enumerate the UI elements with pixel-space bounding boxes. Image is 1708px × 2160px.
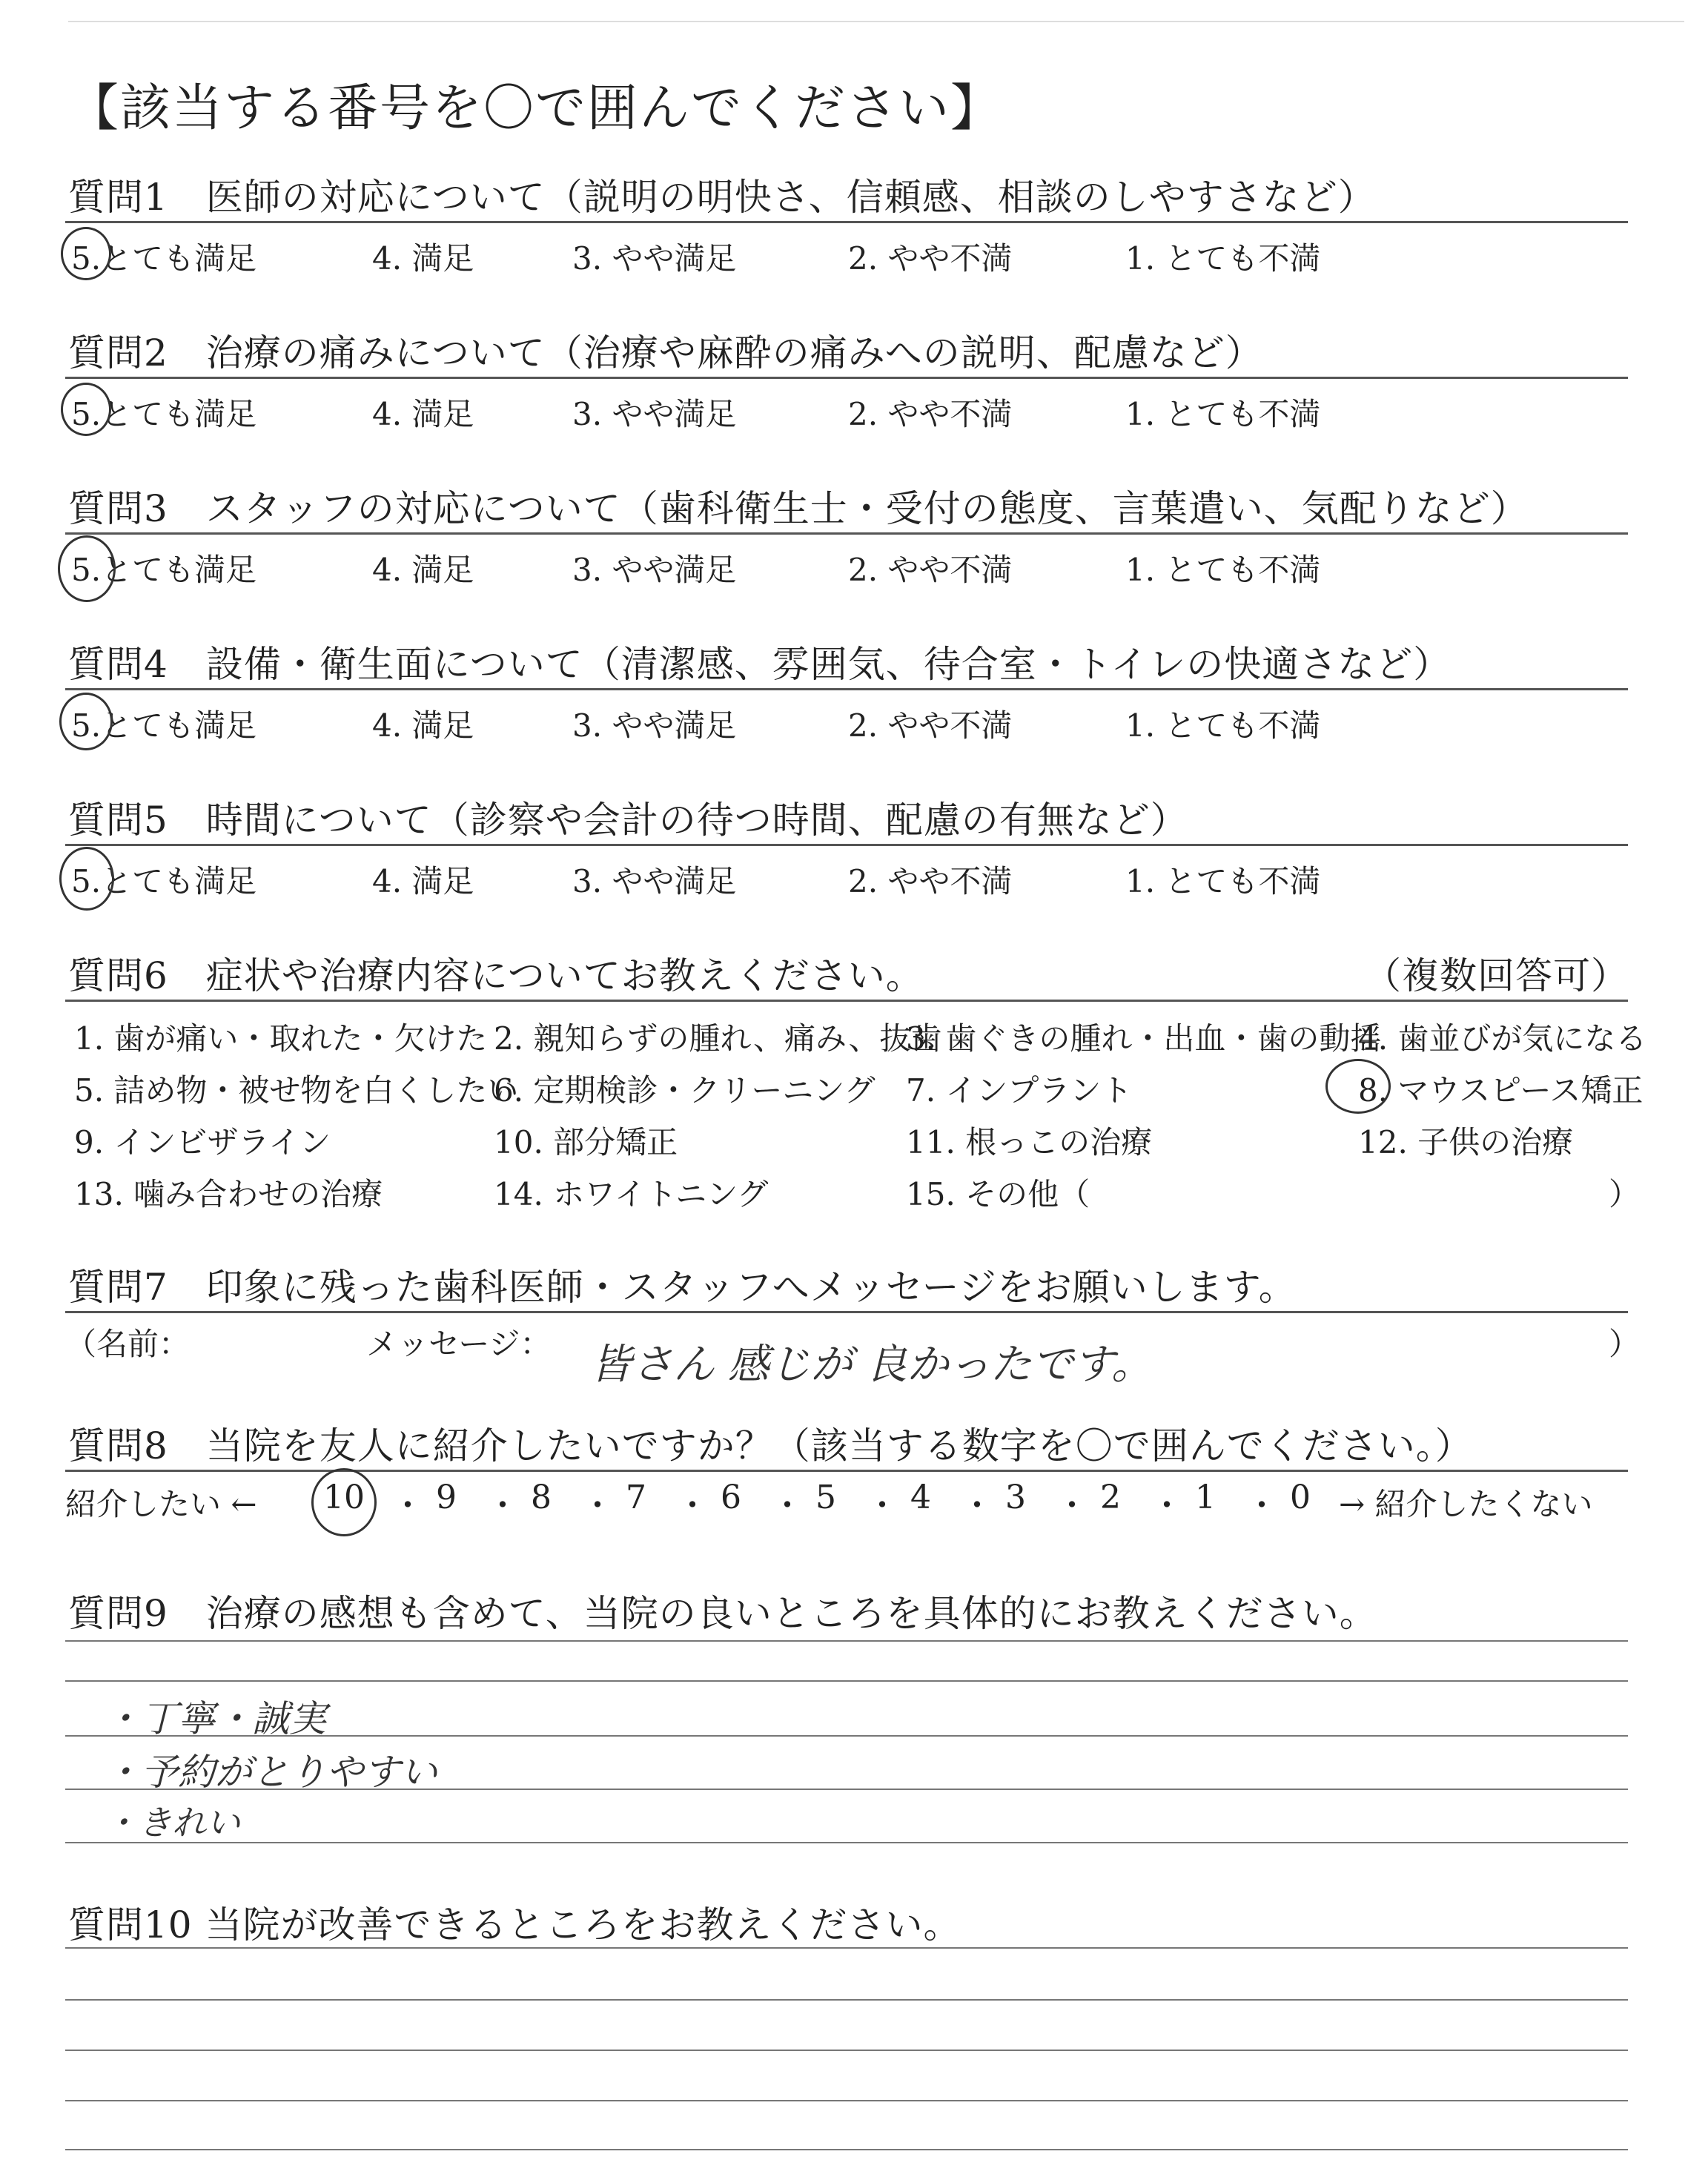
scale-separator: ・	[771, 1487, 804, 1525]
divider	[65, 688, 1628, 690]
q1-option-3[interactable]: 3. やや満足	[572, 240, 737, 277]
good-point-3[interactable]: ・きれい	[104, 1803, 240, 1843]
symptom-option-7[interactable]: 7. インプラント	[906, 1072, 1133, 1109]
scale-6[interactable]: 6	[721, 1479, 741, 1516]
question-2-title: 質問2 治療の痛みについて（治療や麻酔の痛みへの説明、配慮など）	[68, 331, 1263, 374]
answer-line	[65, 1947, 1628, 1949]
scale-separator: ・	[676, 1487, 709, 1525]
scale-separator: ・	[391, 1487, 424, 1525]
q5-option-4[interactable]: 4. 満足	[372, 863, 474, 899]
q3-option-5[interactable]: 5.とても満足	[71, 552, 257, 588]
q6-selected-circle	[1325, 1059, 1391, 1114]
form-heading: 【該当する番号を〇で囲んでください】	[68, 79, 1003, 138]
q5-option-3[interactable]: 3. やや満足	[572, 863, 737, 899]
q1-option-1[interactable]: 1. とても不満	[1125, 240, 1321, 277]
scale-10[interactable]: 10	[323, 1479, 365, 1516]
symptom-option-3[interactable]: 3. 歯ぐきの腫れ・出血・歯の動揺	[906, 1020, 1382, 1057]
answer-line	[65, 2149, 1628, 2150]
q1-option-4[interactable]: 4. 満足	[372, 240, 474, 277]
q2-option-4[interactable]: 4. 満足	[372, 396, 474, 432]
q4-option-2[interactable]: 2. やや不満	[848, 707, 1013, 744]
divider	[65, 844, 1628, 846]
q2-selected-circle	[61, 383, 111, 436]
q3-option-4[interactable]: 4. 満足	[372, 552, 474, 588]
symptom-option-5[interactable]: 5. 詰め物・被せ物を白くしたい	[74, 1072, 519, 1109]
q4-option-3[interactable]: 3. やや満足	[572, 707, 737, 744]
name-label: （名前：	[65, 1326, 191, 1362]
q2-option-1[interactable]: 1. とても不満	[1125, 396, 1321, 432]
divider	[65, 1311, 1628, 1313]
divider	[65, 377, 1628, 379]
symptom-option-14[interactable]: 14. ホワイトニング	[494, 1176, 769, 1212]
divider	[65, 221, 1628, 223]
question-1-title: 質問1 医師の対応について（説明の明快さ、信頼感、相談のしやすさなど）	[68, 176, 1376, 219]
q1-selected-circle	[61, 227, 111, 280]
answer-line	[65, 1842, 1628, 1843]
symptom-option-6[interactable]: 6. 定期検診・クリーニング	[494, 1072, 875, 1109]
good-point-1[interactable]: ・丁寧・誠実	[104, 1697, 326, 1740]
symptom-option-15[interactable]: 15. その他（	[906, 1176, 1090, 1212]
question-3-title: 質問3 スタッフの対応について（歯科衛生士・受付の態度、言葉遣い、気配りなど）	[68, 487, 1529, 530]
scale-3[interactable]: 3	[1005, 1479, 1026, 1516]
question-9-title: 質問9 治療の感想も含めて、当院の良いところを具体的にお教えください。	[68, 1592, 1377, 1635]
scale-8[interactable]: 8	[531, 1479, 552, 1516]
symptom-option-2[interactable]: 2. 親知らずの腫れ、痛み、抜歯	[494, 1020, 942, 1057]
message-handwritten[interactable]: 皆さん 感じが 良かったです。	[590, 1341, 1153, 1389]
scale-4[interactable]: 4	[910, 1479, 931, 1516]
q4-selected-circle	[59, 693, 113, 750]
answer-line	[65, 2100, 1628, 2101]
divider	[65, 532, 1628, 535]
answer-line	[65, 2050, 1628, 2051]
q8-selected-circle	[311, 1468, 377, 1536]
message-close-paren: ）	[1609, 1326, 1641, 1362]
scale-7[interactable]: 7	[626, 1479, 646, 1516]
q4-option-1[interactable]: 1. とても不満	[1125, 707, 1321, 744]
scale-separator: ・	[1245, 1487, 1278, 1525]
scale-2[interactable]: 2	[1100, 1479, 1121, 1516]
q1-option-2[interactable]: 2. やや不満	[848, 240, 1013, 277]
q3-option-2[interactable]: 2. やや不満	[848, 552, 1013, 588]
q4-option-5[interactable]: 5.とても満足	[71, 707, 257, 744]
symptom-option-1[interactable]: 1. 歯が痛い・取れた・欠けた	[74, 1020, 488, 1057]
q3-option-3[interactable]: 3. やや満足	[572, 552, 737, 588]
good-point-2[interactable]: ・予約がとりやすい	[104, 1751, 437, 1794]
scale-separator: ・	[961, 1487, 993, 1525]
divider	[65, 1000, 1628, 1002]
scale-5[interactable]: 5	[815, 1479, 836, 1516]
answer-line	[65, 1640, 1628, 1642]
q4-option-4[interactable]: 4. 満足	[372, 707, 474, 744]
symptom-option-12[interactable]: 12. 子供の治療	[1358, 1124, 1574, 1160]
q2-option-2[interactable]: 2. やや不満	[848, 396, 1013, 432]
symptom-option-4[interactable]: 4. 歯並びが気になる	[1358, 1020, 1647, 1057]
multiple-answers-note: （複数回答可）	[1364, 954, 1629, 997]
q5-option-5[interactable]: 5.とても満足	[71, 863, 257, 899]
q1-option-5[interactable]: 5.とても満足	[71, 240, 257, 277]
question-10-title: 質問10 当院が改善できるところをお教えください。	[68, 1903, 961, 1946]
recommend-left-label: 紹介したい ←	[65, 1486, 257, 1522]
scale-9[interactable]: 9	[436, 1479, 457, 1516]
question-7-title: 質問7 印象に残った歯科医師・スタッフへメッセージをお願いします。	[68, 1266, 1297, 1309]
symptom-option-9[interactable]: 9. インビザライン	[74, 1124, 331, 1160]
q3-option-1[interactable]: 1. とても不満	[1125, 552, 1321, 588]
answer-line	[65, 1680, 1628, 1682]
q5-option-2[interactable]: 2. やや不満	[848, 863, 1013, 899]
scale-0[interactable]: 0	[1290, 1479, 1311, 1516]
scale-separator: ・	[1056, 1487, 1088, 1525]
answer-line	[65, 1999, 1628, 2001]
symptom-option-8[interactable]: 8. マウスピース矯正	[1358, 1072, 1644, 1109]
symptom-option-10[interactable]: 10. 部分矯正	[494, 1124, 678, 1160]
question-5-title: 質問5 時間について（診察や会計の待つ時間、配慮の有無など）	[68, 799, 1188, 842]
scale-1[interactable]: 1	[1195, 1479, 1216, 1516]
other-close-paren: ）	[1609, 1176, 1641, 1212]
q2-option-3[interactable]: 3. やや満足	[572, 396, 737, 432]
scale-separator: ・	[1151, 1487, 1183, 1525]
scale-separator: ・	[866, 1487, 898, 1525]
symptom-option-13[interactable]: 13. 噛み合わせの治療	[74, 1176, 383, 1212]
top-border	[68, 21, 1684, 22]
question-8-title: 質問8 当院を友人に紹介したいですか？（該当する数字を〇で囲んでください。）	[68, 1424, 1473, 1467]
recommend-right-label: → 紹介したくない	[1339, 1486, 1593, 1522]
scale-separator: ・	[486, 1487, 519, 1525]
question-4-title: 質問4 設備・衛生面について（清潔感、雰囲気、待合室・トイレの快適さなど）	[68, 643, 1452, 686]
scale-separator: ・	[581, 1487, 614, 1525]
q5-option-1[interactable]: 1. とても不満	[1125, 863, 1321, 899]
question-6-title: 質問6 症状や治療内容についてお教えください。	[68, 954, 924, 997]
divider	[65, 1470, 1628, 1472]
q2-option-5[interactable]: 5.とても満足	[71, 396, 257, 432]
symptom-option-11[interactable]: 11. 根っこの治療	[906, 1124, 1153, 1160]
q3-selected-circle	[58, 535, 116, 602]
message-label: メッセージ：	[366, 1326, 552, 1362]
q5-selected-circle	[59, 847, 114, 911]
